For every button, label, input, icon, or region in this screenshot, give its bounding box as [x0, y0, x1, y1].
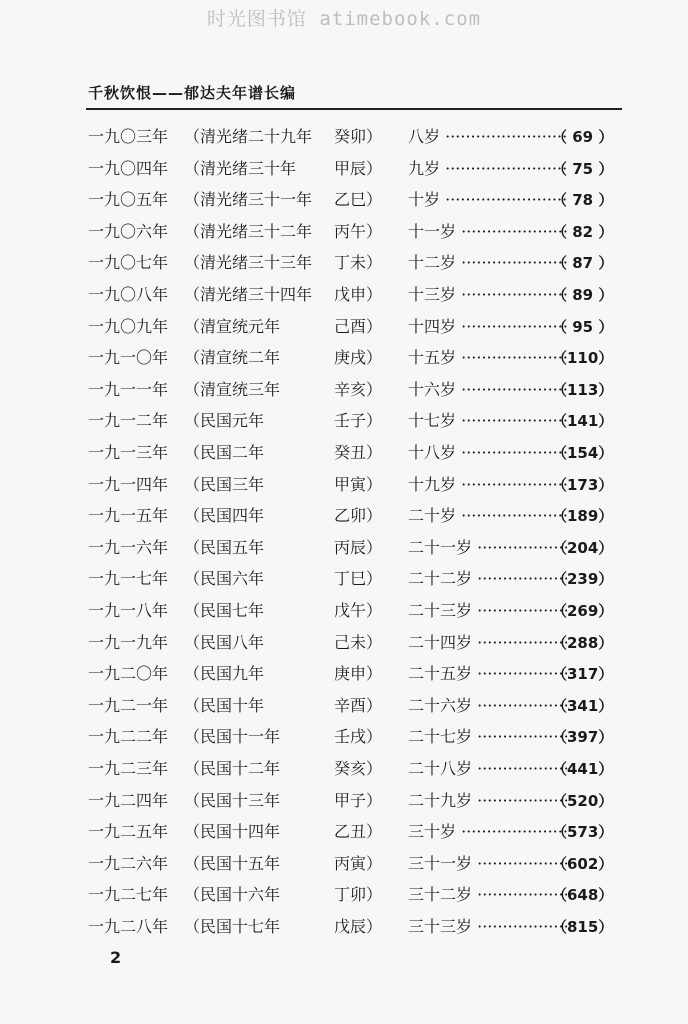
toc-entry [88, 849, 622, 879]
toc-page: （520） [552, 791, 614, 810]
toc-reign: （民国十一年 [184, 727, 281, 747]
toc-age: 三十三岁 ····· [408, 912, 568, 942]
toc-entry [88, 343, 622, 373]
toc-page: （189） [552, 507, 614, 526]
toc-page: （113） [552, 380, 614, 399]
toc-age: 九岁 ····· [408, 154, 568, 184]
toc-year: 一九〇五年 [88, 190, 169, 210]
toc-reign: （民国三年 [184, 474, 265, 494]
page-number: 2 [110, 948, 122, 967]
toc-year: 一九一六年 [88, 537, 169, 557]
toc-page: （239） [552, 570, 614, 589]
toc-page: （602） [552, 854, 614, 873]
toc-age: 十一岁 ····· [408, 217, 568, 247]
toc-ganzhi: 乙丑） [334, 822, 383, 842]
toc-ganzhi: 丙辰） [334, 537, 383, 557]
toc-entry [88, 754, 622, 784]
toc-reign: （民国六年 [184, 569, 265, 589]
toc-page: （441） [552, 760, 614, 778]
toc-age: 三十一岁 ····· [408, 849, 568, 879]
toc-year: 一九二四年 [88, 790, 169, 810]
toc-age: 八岁 ····· [408, 122, 568, 152]
toc-year: 一九二〇年 [88, 664, 169, 684]
toc-entry [88, 122, 622, 152]
toc-ganzhi: 癸丑） [334, 443, 383, 462]
toc-reign: （民国十五年 [184, 853, 281, 873]
toc-ganzhi: 乙卯） [334, 506, 383, 526]
toc-reign: （清宣统二年 [184, 348, 281, 368]
site-watermark: 时光图书馆 atimebook.com [206, 8, 482, 30]
toc-ganzhi: 戊辰） [334, 917, 383, 936]
toc-reign: （民国八年 [184, 632, 265, 652]
toc-age: 二十三岁 ····· [408, 596, 568, 626]
toc-reign: （民国十四年 [184, 822, 281, 842]
toc-page: （173） [552, 475, 614, 494]
toc-ganzhi: 癸卯） [334, 127, 383, 146]
toc-year: 一九二七年 [88, 885, 169, 905]
toc-year: 一九一〇年 [88, 348, 169, 368]
toc-year: 一九一七年 [88, 569, 169, 589]
toc-age: 二十八岁 ····· [408, 754, 568, 784]
toc-entry [88, 470, 622, 500]
toc-entry [88, 438, 622, 468]
toc-page: （204） [552, 538, 614, 557]
toc-reign: （清宣统三年 [184, 379, 281, 399]
toc-entry [88, 185, 622, 215]
toc-entry [88, 406, 622, 436]
toc-reign: （民国二年 [184, 443, 265, 462]
toc-ganzhi: 庚申） [334, 664, 383, 684]
toc-page: （397） [552, 728, 614, 747]
toc-age: 三十二岁 ····· [408, 880, 568, 910]
toc-age: 十岁 ····· [408, 185, 568, 215]
toc-entry [88, 691, 622, 721]
toc-entry [88, 375, 622, 405]
toc-age: 二十四岁 ····· [408, 628, 568, 658]
toc-age: 二十五岁 ····· [408, 659, 568, 689]
toc-age: 十四岁 ····· [408, 312, 568, 342]
toc-page: （ 82 ） [552, 222, 614, 241]
toc-year: 一九二二年 [88, 727, 169, 747]
toc-year: 一九二三年 [88, 759, 169, 778]
toc-reign: （清光绪三十三年 [184, 253, 313, 273]
toc-entry [88, 312, 622, 342]
toc-page: （ 69 ） [552, 128, 614, 146]
toc-ganzhi: 丁卯） [334, 885, 383, 905]
toc-reign: （民国元年 [184, 411, 265, 431]
toc-ganzhi: 丁未） [334, 253, 383, 273]
toc-entry [88, 280, 622, 310]
toc-reign: （清光绪三十二年 [184, 221, 313, 241]
toc-year: 一九〇三年 [88, 127, 169, 146]
toc-page: （269） [552, 602, 614, 620]
toc-reign: （民国十二年 [184, 759, 281, 778]
toc-entry [88, 628, 622, 658]
toc-year: 一九〇四年 [88, 158, 169, 178]
toc-reign: （民国九年 [184, 664, 265, 684]
toc-ganzhi: 戊午） [334, 601, 383, 620]
toc-reign: （清宣统元年 [184, 316, 281, 336]
toc-ganzhi: 甲寅） [334, 474, 383, 494]
toc-reign: （清光绪二十九年 [184, 127, 313, 146]
toc-page: （573） [552, 823, 614, 842]
toc-page: （141） [552, 412, 614, 431]
toc-ganzhi: 壬子） [334, 411, 383, 431]
toc-age: 三十岁 ····· [408, 817, 568, 847]
toc-entry [88, 659, 622, 689]
toc-ganzhi: 甲子） [334, 790, 383, 810]
toc-age: 二十七岁 ····· [408, 722, 568, 752]
toc-reign: （民国五年 [184, 537, 265, 557]
toc-page: （288） [552, 633, 614, 652]
toc-age: 十七岁 ····· [408, 406, 568, 436]
toc-ganzhi: 乙巳） [334, 190, 383, 210]
toc-entry [88, 596, 622, 626]
toc-year: 一九一一年 [88, 379, 169, 399]
toc-year: 一九二五年 [88, 822, 169, 842]
toc-page: （ 87 ） [552, 254, 614, 273]
toc-page: （154） [552, 444, 614, 462]
toc-year: 一九一九年 [88, 632, 169, 652]
toc-age: 十九岁 ····· [408, 470, 568, 500]
toc-age: 十八岁 ····· [408, 438, 568, 468]
header-rule [86, 108, 622, 110]
toc-year: 一九〇九年 [88, 316, 169, 336]
toc-year: 一九一三年 [88, 443, 169, 462]
toc-page: （ 95 ） [552, 317, 614, 336]
toc-page: （648） [552, 886, 614, 905]
toc-year: 一九一八年 [88, 601, 169, 620]
toc-age: 二十六岁 ····· [408, 691, 568, 721]
toc-age: 二十岁 ····· [408, 501, 568, 531]
toc-reign: （民国四年 [184, 506, 265, 526]
toc-entry [88, 501, 622, 531]
toc-ganzhi: 辛酉） [334, 695, 383, 715]
toc-ganzhi: 己未） [334, 632, 383, 652]
toc-ganzhi: 己酉） [334, 316, 383, 336]
toc-year: 一九二六年 [88, 853, 169, 873]
toc-age: 十三岁 ····· [408, 280, 568, 310]
toc-ganzhi: 癸亥） [334, 759, 383, 778]
toc-page: （110） [552, 349, 614, 368]
toc-year: 一九二八年 [88, 917, 169, 936]
toc-reign: （民国十六年 [184, 885, 281, 905]
toc-ganzhi: 戊申） [334, 285, 383, 304]
toc-entry [88, 217, 622, 247]
toc-entry [88, 912, 622, 942]
toc-year: 一九〇六年 [88, 221, 169, 241]
toc-entry [88, 154, 622, 184]
toc-age: 二十一岁 ····· [408, 533, 568, 563]
toc-page: （317） [552, 665, 614, 684]
toc-reign: （清光绪三十一年 [184, 190, 313, 210]
toc-year: 一九〇八年 [88, 285, 169, 304]
toc-ganzhi: 丙午） [334, 221, 383, 241]
toc-page: （815） [552, 918, 614, 936]
toc-page: （ 89 ） [552, 286, 614, 304]
toc-ganzhi: 丁巳） [334, 569, 383, 589]
toc-ganzhi: 甲辰） [334, 158, 383, 178]
toc-entry [88, 564, 622, 594]
toc-age: 二十二岁 ····· [408, 564, 568, 594]
toc-age: 二十九岁 ····· [408, 786, 568, 816]
toc-year: 一九一五年 [88, 506, 169, 526]
toc-entry [88, 786, 622, 816]
toc-year: 一九〇七年 [88, 253, 169, 273]
toc-reign: （民国十七年 [184, 917, 281, 936]
toc-entry [88, 722, 622, 752]
toc-ganzhi: 壬戌） [334, 727, 383, 747]
toc-ganzhi: 辛亥） [334, 379, 383, 399]
toc-entry [88, 533, 622, 563]
toc-entry [88, 817, 622, 847]
toc-reign: （民国七年 [184, 601, 265, 620]
toc-age: 十六岁 ····· [408, 375, 568, 405]
toc-year: 一九一四年 [88, 474, 169, 494]
toc-page: （ 75 ） [552, 159, 614, 178]
toc-reign: （民国十三年 [184, 790, 281, 810]
toc-ganzhi: 庚戌） [334, 348, 383, 368]
toc-reign: （清光绪三十四年 [184, 285, 313, 304]
toc-year: 一九一二年 [88, 411, 169, 431]
toc-entry [88, 880, 622, 910]
toc-age: 十五岁 ····· [408, 343, 568, 373]
toc-page: （341） [552, 696, 614, 715]
toc-age: 十二岁 ····· [408, 248, 568, 278]
running-header: 千秋饮恨——郁达夫年谱长编 [88, 84, 297, 102]
toc-reign: （清光绪三十年 [184, 158, 297, 178]
toc-page: （ 78 ） [552, 191, 614, 210]
toc-year: 一九二一年 [88, 695, 169, 715]
toc-ganzhi: 丙寅） [334, 853, 383, 873]
toc-reign: （民国十年 [184, 695, 265, 715]
toc-entry [88, 248, 622, 278]
